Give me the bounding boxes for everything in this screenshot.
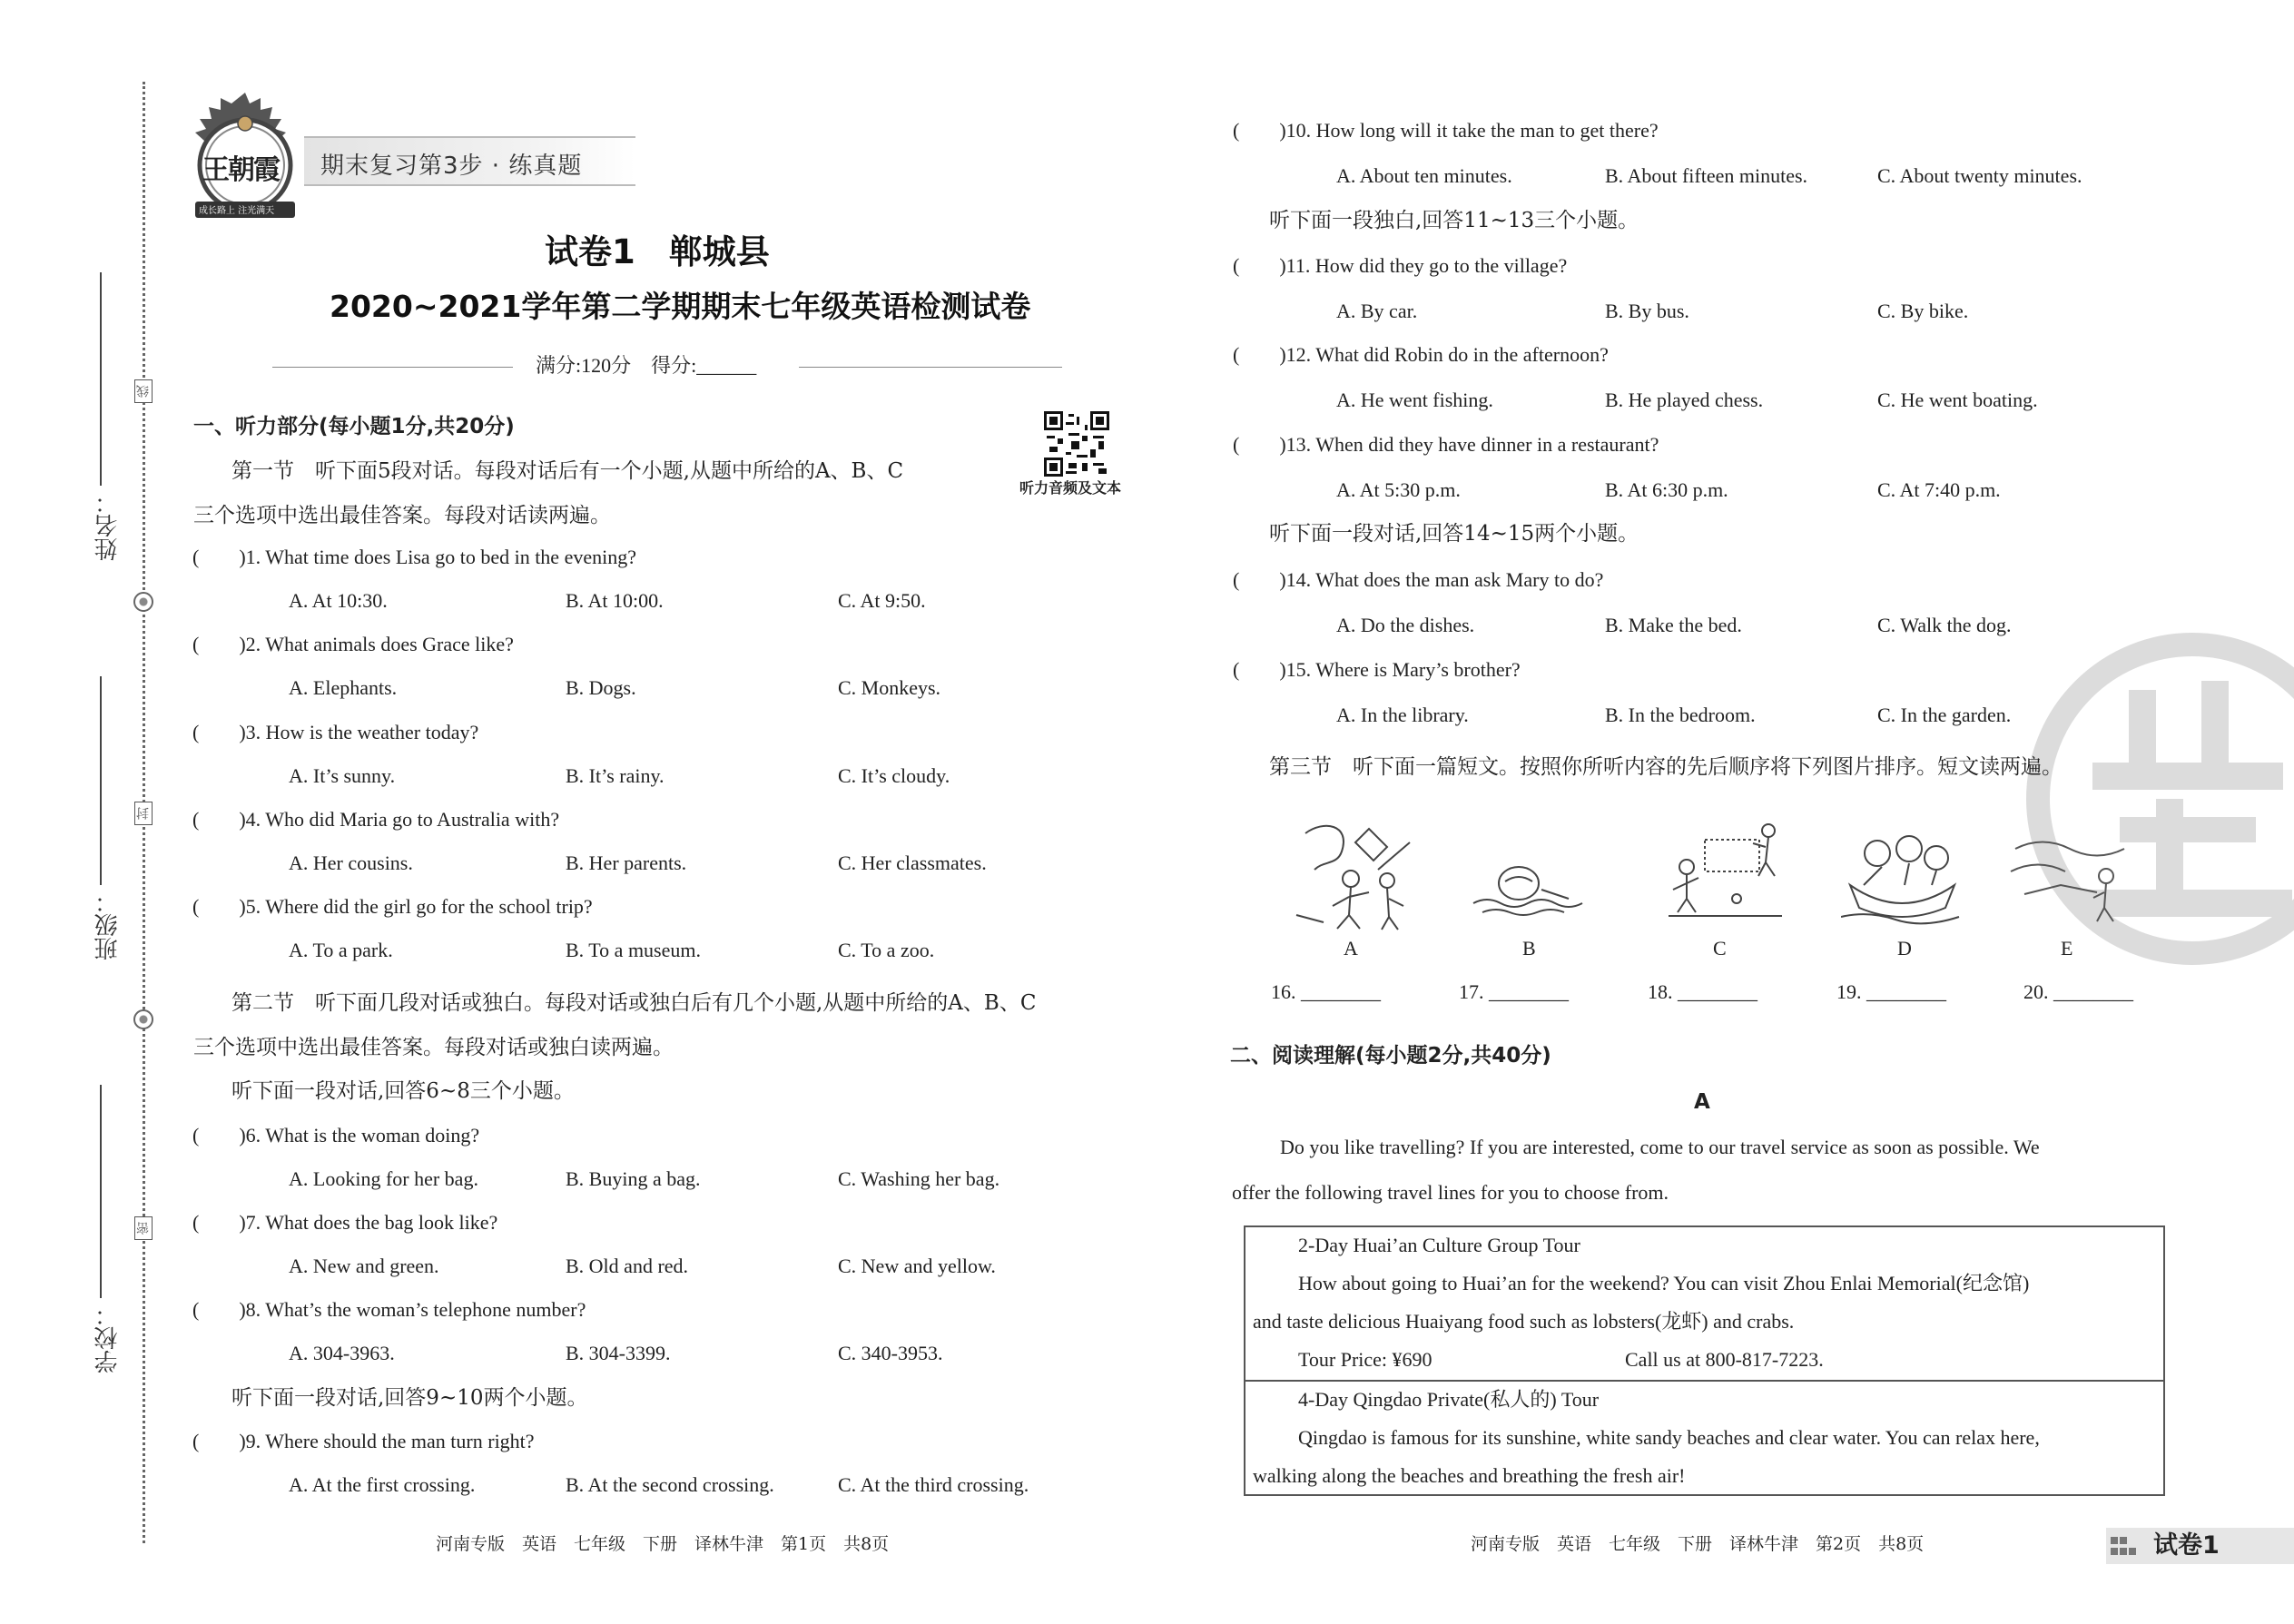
q3-option-a[interactable]: A. It’s sunny. bbox=[289, 764, 396, 787]
q9-option-c[interactable]: C. At the third crossing. bbox=[838, 1473, 1029, 1496]
sec2-intro-b: 三个选项中选出最佳答案。每段对话或独白读两遍。 bbox=[193, 1036, 674, 1059]
binding-hole-2 bbox=[133, 1009, 153, 1029]
passage-intro-a: Do you like travelling? If you are interested, come to our travel service as soon as possible. We bbox=[1280, 1136, 2040, 1158]
footer-right: 河南专版 英语 七年级 下册 译林牛津 第2页 共8页 bbox=[1471, 1534, 1925, 1554]
tour1-text-b: and taste delicious Huaiyang food such as lobsters(龙虾) and crabs. bbox=[1253, 1310, 1795, 1333]
q14-option-a[interactable]: A. Do the dishes. bbox=[1336, 614, 1475, 636]
q9: ( )9. Where should the man turn right? bbox=[192, 1430, 535, 1452]
q7: ( )7. What does the bag look like? bbox=[192, 1211, 498, 1234]
q10-option-c[interactable]: C. About twenty minutes. bbox=[1877, 164, 2082, 187]
picture-label-d: D bbox=[1897, 937, 1912, 960]
q6-option-c[interactable]: C. Washing her bag. bbox=[838, 1167, 1000, 1190]
binding-mark-2: 封 bbox=[134, 802, 153, 825]
q8-option-c[interactable]: C. 340-3953. bbox=[838, 1342, 943, 1364]
sec2-intro-a: 第二节 听下面几段对话或独白。每段对话或独白后有几个小题,从题中所给的A、B、C bbox=[231, 991, 1037, 1015]
blank-18[interactable]: 18. ________ bbox=[1648, 980, 1757, 1003]
corner-tab-label: 试卷1 bbox=[2153, 1531, 2220, 1560]
q6-option-a[interactable]: A. Looking for her bag. bbox=[289, 1167, 478, 1190]
q9-option-b[interactable]: B. At the second crossing. bbox=[566, 1473, 774, 1496]
binding-mark-1: 线 bbox=[134, 379, 153, 403]
q13-option-a[interactable]: A. At 5:30 p.m. bbox=[1336, 478, 1461, 501]
q5-option-a[interactable]: A. To a park. bbox=[289, 939, 393, 961]
logo-text: 王朝霞 bbox=[202, 154, 279, 186]
score-rule-left bbox=[272, 367, 513, 368]
banner-text: 期末复习第3步 · 练真题 bbox=[320, 153, 583, 180]
q13: ( )13. When did they have dinner in a restaurant? bbox=[1233, 433, 1659, 456]
q10-option-b[interactable]: B. About fifteen minutes. bbox=[1605, 164, 1808, 187]
tour-table-divider bbox=[1244, 1380, 2165, 1382]
picture-label-c: C bbox=[1713, 937, 1727, 960]
sec1-intro-b: 三个选项中选出最佳答案。每段对话读两遍。 bbox=[193, 504, 611, 527]
q3-option-b[interactable]: B. It’s rainy. bbox=[566, 764, 665, 787]
exam-subtitle: 2020~2021学年第二学期期末七年级英语检测试卷 bbox=[330, 289, 1031, 324]
cue-9-10: 听下面一段对话,回答9~10两个小题。 bbox=[231, 1386, 588, 1410]
q14-option-c[interactable]: C. Walk the dog. bbox=[1877, 614, 2012, 636]
q5-option-b[interactable]: B. To a museum. bbox=[566, 939, 701, 961]
sec3-intro: 第三节 听下面一篇短文。按照你所听内容的先后顺序将下列图片排序。短文读两遍。 bbox=[1269, 755, 2063, 779]
q10-option-a[interactable]: A. About ten minutes. bbox=[1336, 164, 1512, 187]
blank-19[interactable]: 19. ________ bbox=[1836, 980, 1946, 1003]
cue-6-8: 听下面一段对话,回答6~8三个小题。 bbox=[231, 1079, 575, 1103]
q5-option-c[interactable]: C. To a zoo. bbox=[838, 939, 935, 961]
q12-option-c[interactable]: C. He went boating. bbox=[1877, 389, 2038, 411]
picture-label-b: B bbox=[1522, 937, 1536, 960]
picture-a-kite bbox=[1287, 815, 1419, 933]
binding-mark-3: 密 bbox=[134, 1216, 153, 1240]
binding-hole-1 bbox=[133, 592, 153, 612]
q8-option-b[interactable]: B. 304-3399. bbox=[566, 1342, 671, 1364]
q3-option-c[interactable]: C. It’s cloudy. bbox=[838, 764, 950, 787]
tour1-text-a: How about going to Huai’an for the weekend? You can visit Zhou Enlai Memorial(纪念馆) bbox=[1298, 1272, 2030, 1294]
q6: ( )6. What is the woman doing? bbox=[192, 1124, 480, 1147]
q7-option-b[interactable]: B. Old and red. bbox=[566, 1255, 689, 1277]
sec1-intro-a: 第一节 听下面5段对话。每段对话后有一个小题,从题中所给的A、B、C bbox=[231, 459, 904, 483]
q4-option-c[interactable]: C. Her classmates. bbox=[838, 851, 987, 874]
q11-option-b[interactable]: B. By bus. bbox=[1605, 300, 1689, 322]
q7-option-a[interactable]: A. New and green. bbox=[289, 1255, 439, 1277]
q7-option-c[interactable]: C. New and yellow. bbox=[838, 1255, 996, 1277]
cue-11-13: 听下面一段独白,回答11~13三个小题。 bbox=[1269, 209, 1639, 232]
corner-tab-squares bbox=[2111, 1537, 2143, 1557]
q14: ( )14. What does the man ask Mary to do? bbox=[1233, 568, 1604, 591]
q8: ( )8. What’s the woman’s telephone number? bbox=[192, 1298, 586, 1321]
q3: ( )3. How is the weather today? bbox=[192, 721, 479, 743]
part2-heading: 二、阅读理解(每小题2分,共40分) bbox=[1230, 1044, 1551, 1068]
score-line: 满分:120分 得分:______ bbox=[536, 354, 757, 377]
q11-option-a[interactable]: A. By car. bbox=[1336, 300, 1418, 322]
passage-intro-b: offer the following travel lines for you to choose from. bbox=[1232, 1181, 1669, 1204]
passage-label: A bbox=[1694, 1090, 1710, 1114]
q1-option-b[interactable]: B. At 10:00. bbox=[566, 589, 664, 612]
exam-title: 试卷1 郸城县 bbox=[545, 232, 770, 271]
q10: ( )10. How long will it take the man to get there? bbox=[1233, 119, 1659, 142]
blank-16[interactable]: 16. ________ bbox=[1271, 980, 1381, 1003]
score-rule-right bbox=[799, 367, 1062, 368]
q13-option-c[interactable]: C. At 7:40 p.m. bbox=[1877, 478, 2001, 501]
tour1-title: 2-Day Huai’an Culture Group Tour bbox=[1298, 1234, 1580, 1256]
footer-left: 河南专版 英语 七年级 下册 译林牛津 第1页 共8页 bbox=[436, 1534, 890, 1554]
q2-option-c[interactable]: C. Monkeys. bbox=[838, 676, 941, 699]
tour2-text-a: Qingdao is famous for its sunshine, white sandy beaches and clear water. You can relax here, bbox=[1298, 1426, 2040, 1449]
q12-option-b[interactable]: B. He played chess. bbox=[1605, 389, 1764, 411]
q4-option-a[interactable]: A. Her cousins. bbox=[289, 851, 413, 874]
class-field[interactable] bbox=[100, 676, 102, 885]
q15: ( )15. Where is Mary’s brother? bbox=[1233, 658, 1521, 681]
q6-option-b[interactable]: B. Buying a bag. bbox=[566, 1167, 701, 1190]
qr-code[interactable] bbox=[1044, 411, 1109, 477]
picture-d-boat bbox=[1841, 831, 1964, 930]
q4-option-b[interactable]: B. Her parents. bbox=[566, 851, 687, 874]
q12-option-a[interactable]: A. He went fishing. bbox=[1336, 389, 1493, 411]
brand-logo bbox=[177, 91, 313, 227]
picture-e-beach bbox=[2006, 822, 2129, 926]
q14-option-b[interactable]: B. Make the bed. bbox=[1605, 614, 1742, 636]
blank-20[interactable]: 20. ________ bbox=[2023, 980, 2133, 1003]
picture-label-e: E bbox=[2061, 937, 2073, 960]
q5: ( )5. Where did the girl go for the school trip? bbox=[192, 895, 593, 918]
picture-label-a: A bbox=[1344, 937, 1358, 960]
q8-option-a[interactable]: A. 304-3963. bbox=[289, 1342, 395, 1364]
picture-c-net bbox=[1664, 822, 1787, 921]
qr-caption: 听力音频及文本 bbox=[1019, 479, 1122, 497]
q15-option-c[interactable]: C. In the garden. bbox=[1877, 704, 2012, 726]
blank-17[interactable]: 17. ________ bbox=[1459, 980, 1569, 1003]
school-label: 学校： bbox=[94, 1303, 122, 1373]
q13-option-b[interactable]: B. At 6:30 p.m. bbox=[1605, 478, 1728, 501]
q12: ( )12. What did Robin do in the afternoon? bbox=[1233, 343, 1609, 366]
tour1-call: Call us at 800-817-7223. bbox=[1625, 1348, 1824, 1371]
q11: ( )11. How did they go to the village? bbox=[1233, 254, 1568, 277]
q2-option-a[interactable]: A. Elephants. bbox=[289, 676, 398, 699]
tour2-text-b: walking along the beaches and breathing the fresh air! bbox=[1253, 1464, 1686, 1487]
cue-14-15: 听下面一段对话,回答14~15两个小题。 bbox=[1269, 522, 1639, 546]
school-field[interactable] bbox=[100, 1085, 102, 1298]
class-label: 班级： bbox=[94, 890, 122, 960]
q15-option-a[interactable]: A. In the library. bbox=[1336, 704, 1469, 726]
tour2-title: 4-Day Qingdao Private(私人的) Tour bbox=[1298, 1388, 1600, 1411]
q2: ( )2. What animals does Grace like? bbox=[192, 633, 514, 655]
tour1-price: Tour Price: ¥690 bbox=[1298, 1348, 1433, 1371]
q1-option-c[interactable]: C. At 9:50. bbox=[838, 589, 926, 612]
part1-heading: 一、听力部分(每小题1分,共20分) bbox=[193, 415, 515, 438]
q9-option-a[interactable]: A. At the first crossing. bbox=[289, 1473, 476, 1496]
logo-ribbon: 成长路上 注光满天 bbox=[199, 206, 275, 216]
q15-option-b[interactable]: B. In the bedroom. bbox=[1605, 704, 1756, 726]
q1: ( )1. What time does Lisa go to bed in the evening? bbox=[192, 546, 636, 568]
picture-b-swim bbox=[1469, 858, 1587, 921]
name-field[interactable] bbox=[100, 272, 102, 486]
q11-option-c[interactable]: C. By bike. bbox=[1877, 300, 1969, 322]
name-label: 姓名： bbox=[94, 490, 122, 561]
q4: ( )4. Who did Maria go to Australia with? bbox=[192, 808, 560, 831]
q2-option-b[interactable]: B. Dogs. bbox=[566, 676, 636, 699]
q1-option-a[interactable]: A. At 10:30. bbox=[289, 589, 388, 612]
